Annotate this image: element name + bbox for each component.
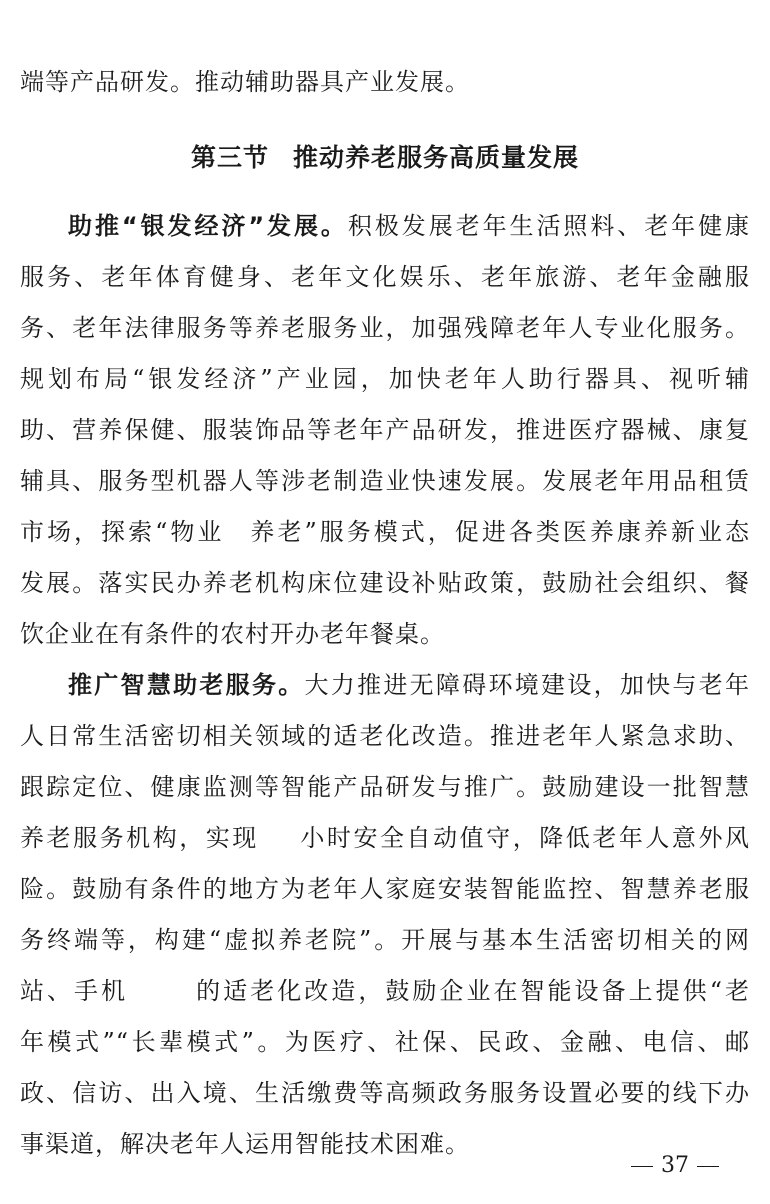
paragraph-1-line-7-part-b: 养老”服务模式，促进各类医养康养新业态 (248, 518, 750, 546)
paragraph-2-line-5: 险。鼓励有条件的地方为老年人家庭安装智能监控、智慧养老服 (20, 875, 750, 903)
paragraph-1-line-3: 务、老年法律服务等养老服务业，加强残障老年人专业化服务。 (20, 314, 750, 342)
section-title (0, 134, 770, 182)
paragraph-2-line-7-part-b: 的适老化改造，鼓励企业在智能设备上提供“老 (194, 977, 750, 1005)
paragraph-1-line-1 (68, 202, 750, 250)
paragraph-1-text: 积极发展老年生活照料、老年健康 (347, 212, 750, 240)
paragraph-2-line-7-part-a: 站、手机 (20, 977, 129, 1005)
section-number: 第三节 (190, 143, 269, 172)
paragraph-2-line-10: 事渠道，解决老年人运用智能技术困难。 (20, 1130, 470, 1158)
right-dash (697, 1166, 719, 1167)
paragraph-2-line-4 (20, 814, 750, 862)
paragraph-1-line-8: 发展。落实民办养老机构床位建设补贴政策，鼓励社会组织、餐 (20, 569, 750, 597)
paragraph-2-line-8: 年模式”“长辈模式”。为医疗、社保、民政、金融、电信、邮 (20, 1028, 750, 1056)
paragraph-2-line-1 (68, 661, 750, 709)
paragraph-2-line-3: 跟踪定位、健康监测等智能产品研发与推广。鼓励建设一批智慧 (20, 773, 750, 801)
page-number (620, 1148, 730, 1184)
paragraph-1-line-7 (20, 508, 750, 556)
paragraph-1-line-4: 规划布局“银发经济”产业园，加快老年人助行器具、视听辅 (20, 365, 750, 393)
paragraph-1-line-7-part-a: 市场，探索“物业 (20, 518, 225, 546)
page-number-value: 37 (661, 1153, 689, 1178)
paragraph-1-line-6: 辅具、服务型机器人等涉老制造业快速发展。发展老年用品租赁 (20, 467, 750, 495)
paragraph-1-heading: 助推“银发经济”发展。 (68, 212, 348, 240)
paragraph-1-line-2: 服务、老年体育健身、老年文化娱乐、老年旅游、老年金融服 (20, 263, 750, 291)
paragraph-1-line-5: 助、营养保健、服装饰品等老年产品研发，推进医疗器械、康复 (20, 416, 750, 444)
paragraph-2-text: 大力推进无障碍环境建设，加快与老年 (304, 671, 750, 699)
paragraph-1-line-9: 饮企业在有条件的农村开办老年餐桌。 (20, 620, 445, 648)
paragraph-2-line-4-part-b: 小时安全自动值守，降低老年人意外风 (298, 824, 750, 852)
paragraph-2-heading: 推广智慧助老服务。 (68, 671, 305, 699)
left-dash (631, 1166, 653, 1167)
section-title-text: 推动养老服务高质量发展 (293, 143, 580, 172)
paragraph-2-line-6: 务终端等，构建“虚拟养老院”。开展与基本生活密切相关的网 (20, 926, 750, 954)
paragraph-2-line-9: 政、信访、出入境、生活缴费等高频政务服务设置必要的线下办 (20, 1079, 750, 1107)
paragraph-2-line-4-part-a: 养老服务机构，实现 (20, 824, 259, 852)
continuation-line: 端等产品研发。推动辅助器具产业发展。 (20, 68, 470, 96)
paragraph-2-line-2: 人日常生活密切相关领域的适老化改造。推进老年人紧急求助、 (20, 722, 750, 750)
paragraph-2-line-7 (20, 967, 750, 1015)
